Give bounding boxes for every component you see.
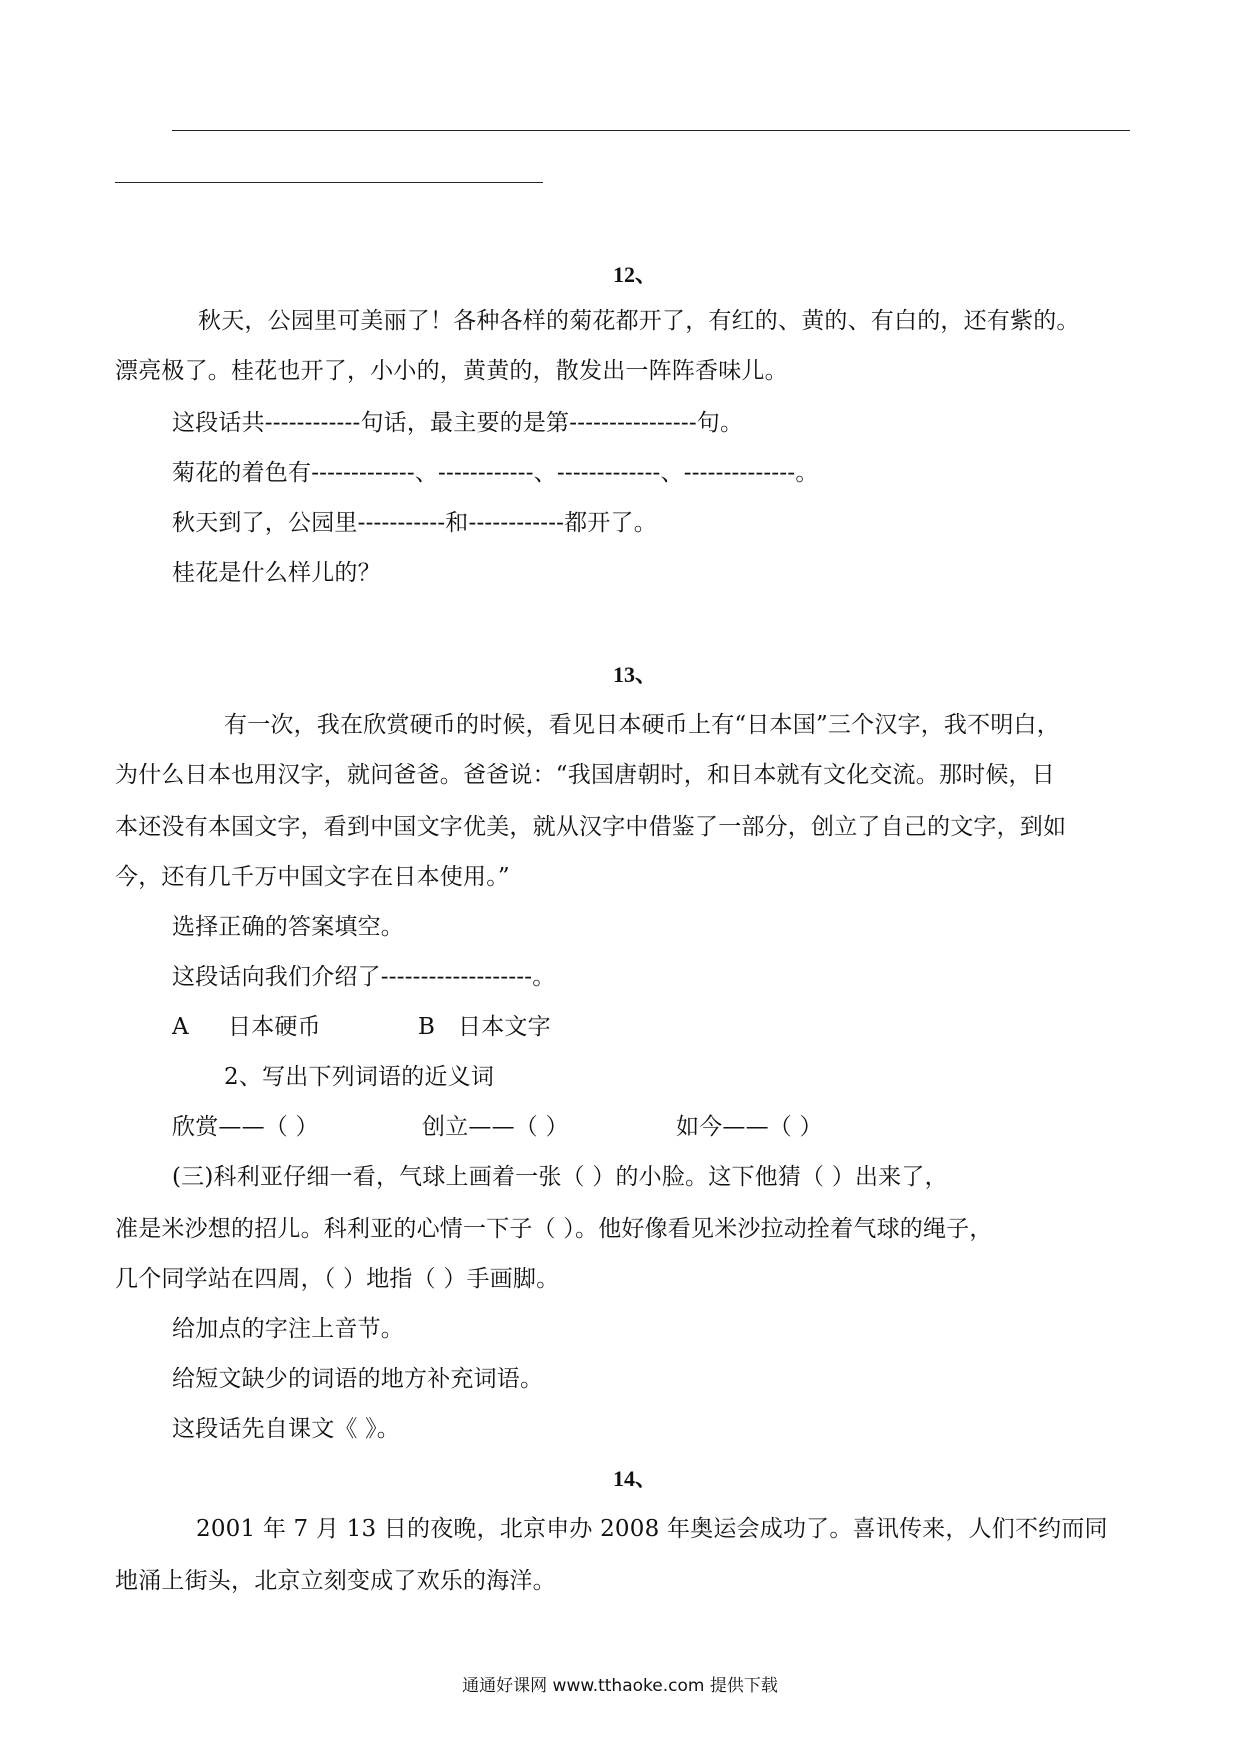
q12-question-3: 秋天到了，公园里-----------和------------都开了。 [172, 510, 657, 536]
part3-passage-line-3: 几个同学站在四周，（ ）地指（ ）手画脚。 [115, 1266, 560, 1292]
q13-option-a-letter: A [172, 1014, 189, 1040]
q14-passage-line-1: 2001 年 7 月 13 日的夜晚，北京申办 2008 年奥运会成功了。喜讯传来，人们不约而同 [196, 1516, 1108, 1542]
q13-synonym-1: 欣赏——（ ） [172, 1114, 319, 1140]
answer-line-2 [115, 182, 543, 183]
q13-question-1: 这段话向我们介绍了-------------------。 [172, 964, 556, 990]
part3-passage-line-1: (三)科利亚仔细一看，气球上画着一张（ ）的小脸。这下他猜（ ）出来了， [172, 1164, 948, 1190]
q13-question-2-title: 2、写出下列词语的近义词 [224, 1064, 495, 1090]
q13-option-b-letter: B [418, 1014, 436, 1040]
q12-question-1: 这段话共------------句话，最主要的是第----------------句。 [172, 410, 744, 436]
part3-question-1: 给加点的字注上音节。 [172, 1316, 404, 1342]
part3-passage-line-2: 准是米沙想的招儿。科利亚的心情一下子（ ）。他好像看见米沙拉动拴着气球的绳子， [115, 1216, 993, 1242]
q13-option-a-text: 日本硬币 [228, 1014, 321, 1040]
q13-passage-line-2: 为什么日本也用汉字，就问爸爸。爸爸说：“我国唐朝时，和日本就有文化交流。那时候，日 [115, 762, 1055, 788]
q12-heading: 12、 [612, 262, 657, 287]
q13-synonym-3: 如今——（ ） [676, 1114, 823, 1140]
part3-question-3: 这段话先自课文《 》。 [172, 1416, 401, 1442]
q13-heading: 13、 [612, 662, 657, 687]
q13-passage-line-3: 本还没有本国文字，看到中国文字优美，就从汉字中借鉴了一部分，创立了自己的文字，到如 [115, 814, 1067, 840]
part3-question-2: 给短文缺少的词语的地方补充词语。 [172, 1366, 544, 1392]
q12-question-2: 菊花的着色有-------------、------------、-------------、--------------。 [172, 460, 819, 486]
q14-heading: 14、 [612, 1466, 657, 1491]
q12-passage-line-2: 漂亮极了。桂花也开了，小小的，黄黄的，散发出一阵阵香味儿。 [115, 358, 788, 384]
answer-line-1 [172, 130, 1130, 131]
q12-question-4: 桂花是什么样儿的？ [172, 560, 381, 586]
q13-passage-line-4: 今，还有几千万中国文字在日本使用。” [115, 864, 510, 890]
q12-passage-line-1: 秋天，公园里可美丽了！各种各样的菊花都开了，有红的、黄的、有白的，还有紫的。 [198, 308, 1080, 334]
q14-passage-line-2: 地涌上街头，北京立刻变成了欢乐的海洋。 [115, 1568, 556, 1594]
q13-instruction: 选择正确的答案填空。 [172, 914, 404, 940]
q13-option-b-text: 日本文字 [458, 1014, 551, 1040]
q13-synonym-2: 创立——（ ） [422, 1114, 569, 1140]
page-footer: 通通好课网 www.tthaoke.com 提供下载 [462, 1676, 778, 1696]
q13-passage-line-1: 有一次，我在欣赏硬币的时候，看见日本硬币上有“日本国”三个汉字，我不明白， [224, 712, 1060, 738]
